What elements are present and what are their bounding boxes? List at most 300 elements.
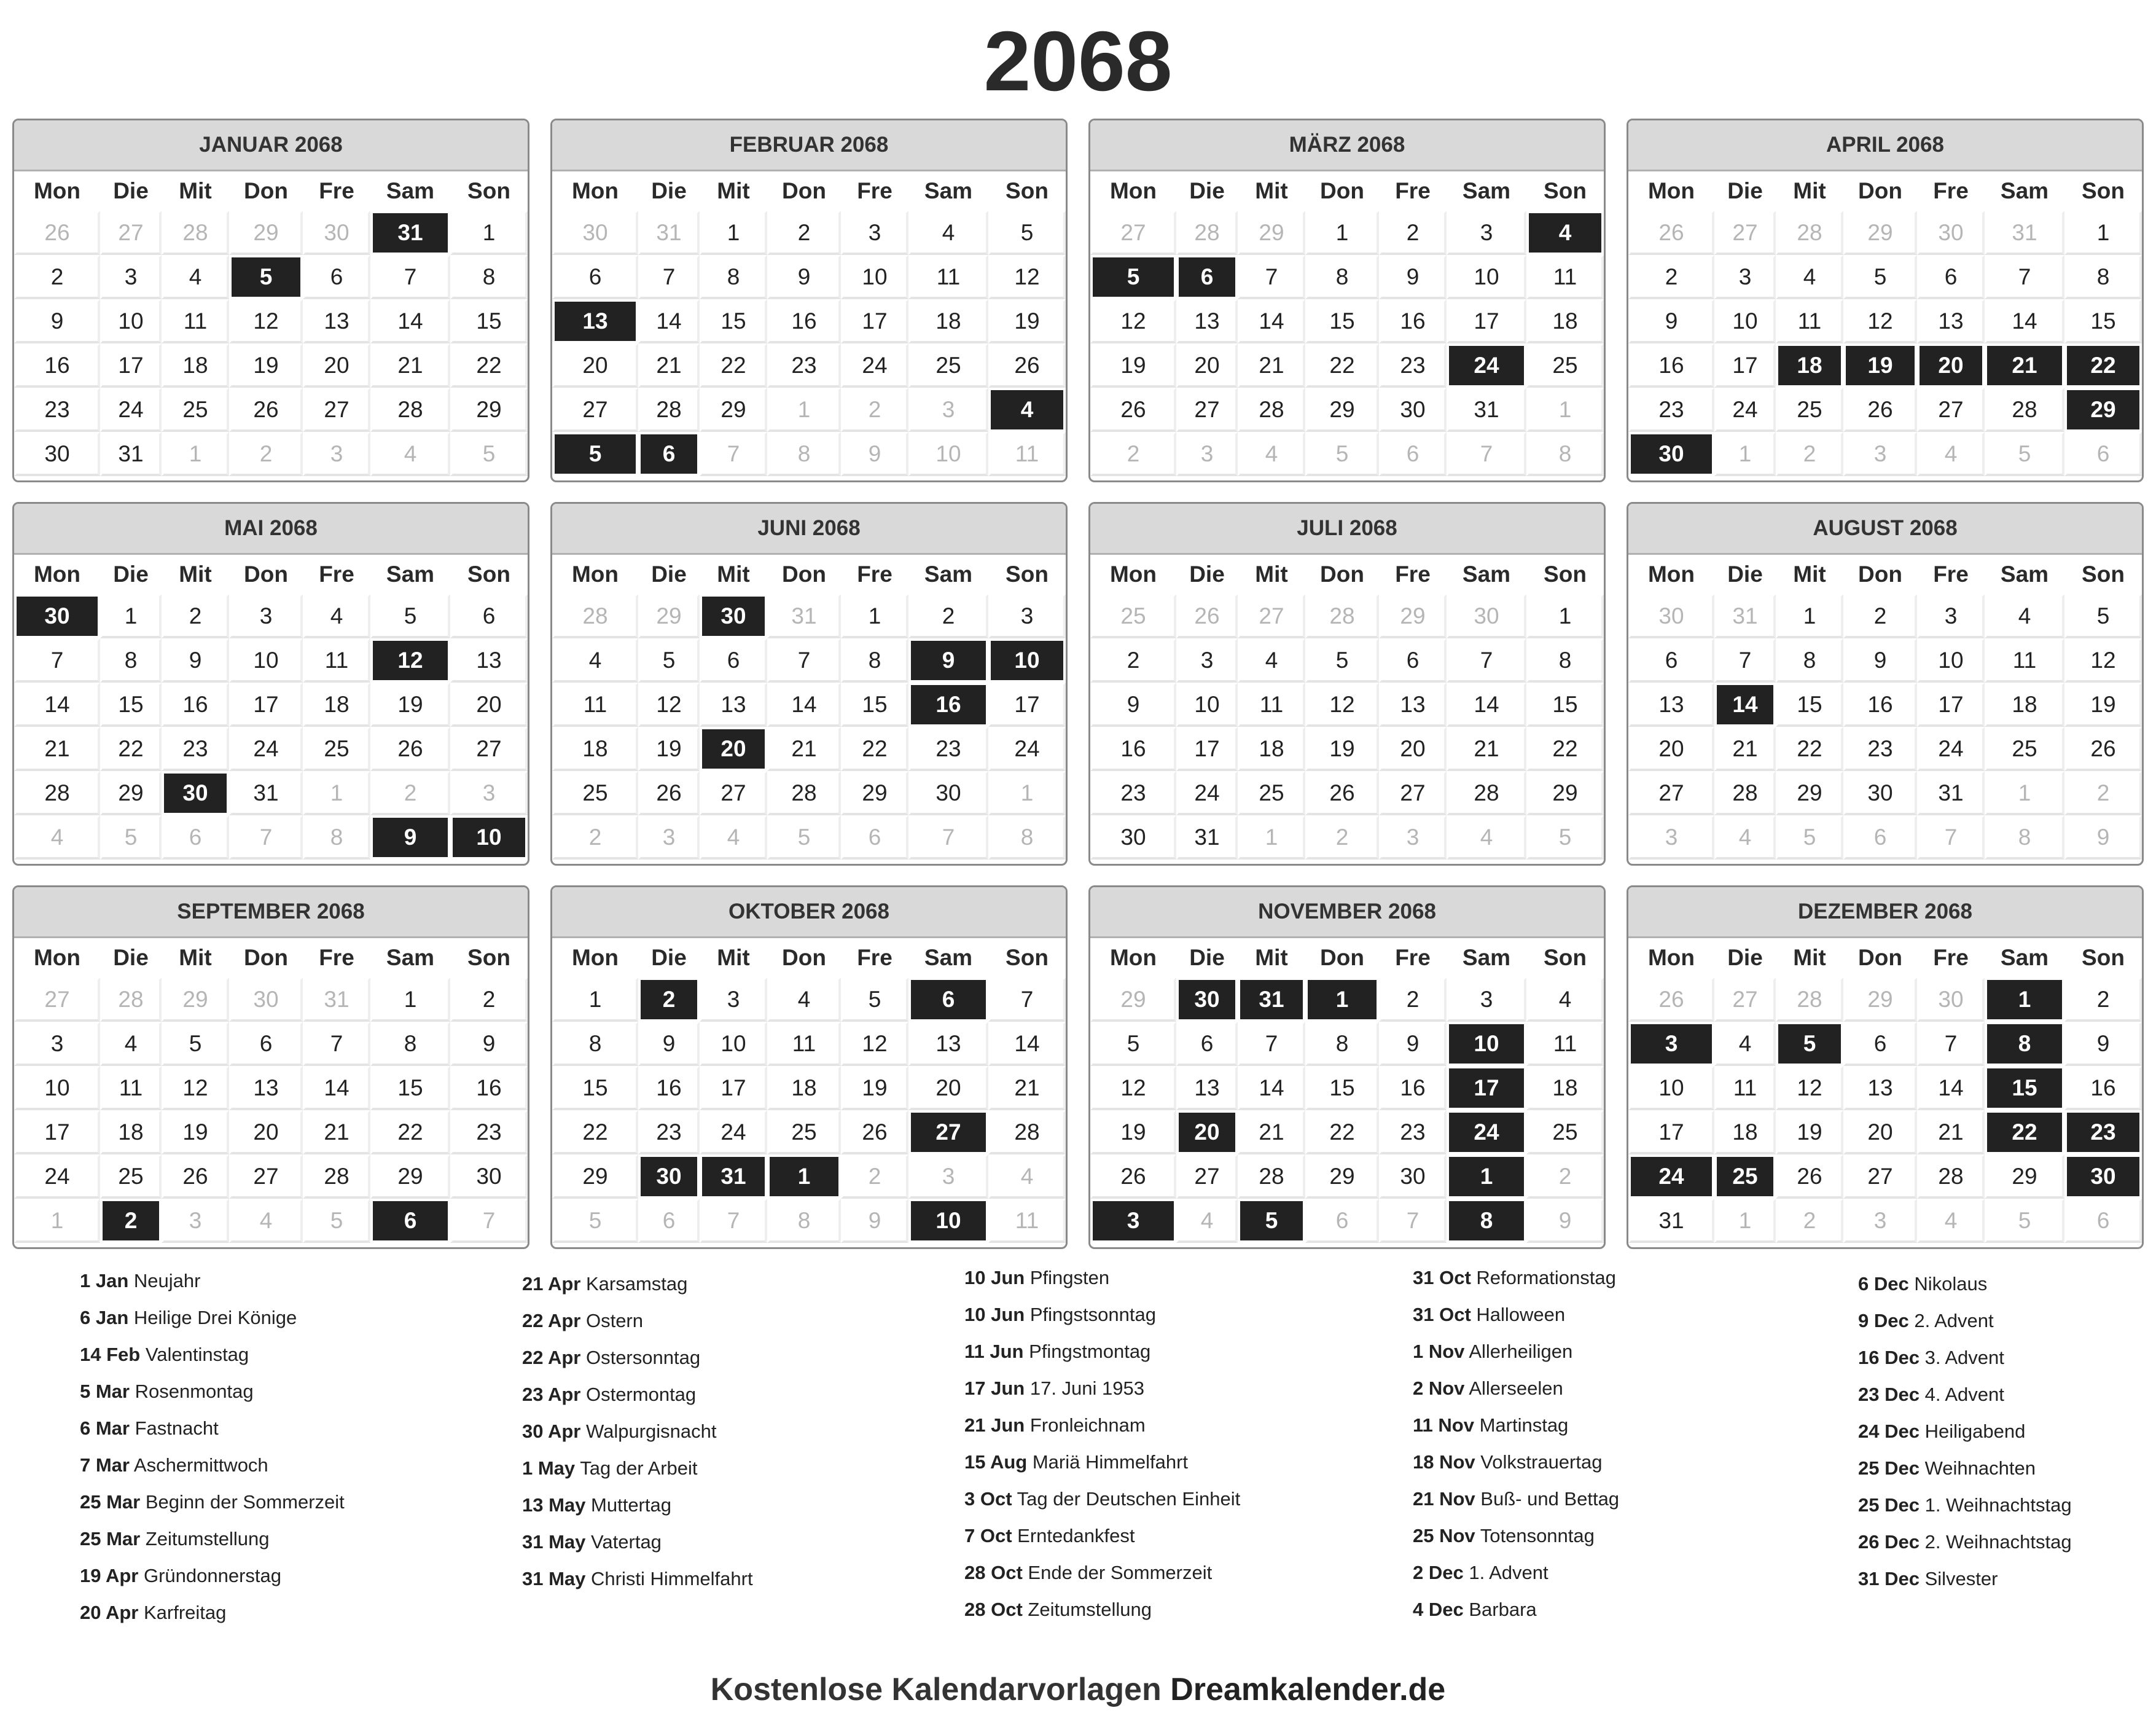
day-cell: 22: [1526, 727, 1604, 771]
month-calendar: [1088, 119, 1606, 482]
day-cell: 3: [1714, 255, 1776, 299]
day-cell: 27: [450, 727, 528, 771]
day-cell: 31: [1447, 388, 1526, 432]
day-cell: 15: [1776, 683, 1843, 727]
day-cell: 18: [1238, 727, 1305, 771]
day-cell: 22: [1776, 727, 1843, 771]
day-cell: 30: [1628, 594, 1714, 638]
weekday-header: [552, 555, 1066, 594]
holiday-name: Tag der Deutschen Einheit: [1017, 1488, 1241, 1510]
weekday-header: [552, 171, 1066, 211]
day-cell: 31: [303, 977, 370, 1022]
holiday-column: [1413, 1260, 1855, 1628]
day-cell: 15: [841, 683, 908, 727]
day-cell: 16: [638, 1066, 700, 1110]
day-cell: 2: [14, 255, 100, 299]
day-cell: 2: [162, 594, 229, 638]
day-cell: 22: [370, 1110, 450, 1154]
weekday-label: Sam: [2000, 945, 2049, 970]
holiday-name: Buß- und Bettag: [1480, 1488, 1620, 1510]
day-cell-holiday: 20: [700, 727, 767, 771]
day-cell: 4: [1917, 1199, 1985, 1243]
day-cell: 15: [1305, 299, 1379, 343]
day-cell: 5: [1776, 815, 1843, 860]
day-cell-holiday: 10: [908, 1199, 988, 1243]
day-cell: 26: [1305, 771, 1379, 815]
day-cell: 29: [1379, 594, 1447, 638]
day-cell: 23: [1843, 727, 1917, 771]
day-cell: 1: [1714, 1199, 1776, 1243]
holiday-name: Neujahr: [133, 1270, 201, 1291]
day-cell: 7: [1379, 1199, 1447, 1243]
day-cell: 4: [1526, 977, 1604, 1022]
day-cell: 5: [1985, 1199, 2064, 1243]
day-cell: 2: [1305, 815, 1379, 860]
day-cell: 28: [1305, 594, 1379, 638]
week-row: [1628, 683, 2142, 727]
day-cell: 13: [229, 1066, 303, 1110]
weekday-header: [14, 938, 528, 977]
day-cell: 28: [303, 1154, 370, 1199]
week-row: [14, 1110, 528, 1154]
week-row: [1090, 638, 1604, 683]
day-cell-holiday: 5: [552, 432, 638, 476]
day-cell: 25: [1985, 727, 2064, 771]
day-cell: 10: [700, 1022, 767, 1066]
holiday-name: Martinstag: [1479, 1414, 1569, 1436]
day-cell: 11: [1776, 299, 1843, 343]
day-cell-holiday: 4: [1526, 211, 1604, 255]
holiday-date: 6 Mar: [80, 1417, 130, 1439]
holiday-name: Valentinstag: [145, 1344, 249, 1365]
holiday-item: [1413, 1333, 1855, 1370]
day-cell: 26: [841, 1110, 908, 1154]
day-cell: 18: [908, 299, 988, 343]
day-cell: 6: [1305, 1199, 1379, 1243]
holiday-item: [964, 1444, 1407, 1481]
holiday-date: 25 Nov: [1413, 1525, 1475, 1546]
weekday-label: Mit: [1255, 178, 1288, 203]
day-cell: 6: [1628, 638, 1714, 683]
week-row: [1628, 299, 2142, 343]
day-cell: 14: [1238, 1066, 1305, 1110]
weekday-label: Mon: [33, 562, 81, 587]
month-calendar: [550, 502, 1068, 866]
weekday-label: Mit: [1793, 945, 1826, 970]
day-cell: 19: [1305, 727, 1379, 771]
day-cell: 13: [1176, 299, 1238, 343]
holiday-name: Gründonnerstag: [143, 1565, 282, 1586]
day-cell: 1: [1714, 432, 1776, 476]
day-cell: 18: [1526, 1066, 1604, 1110]
day-cell: 11: [1526, 255, 1604, 299]
day-cell: 8: [450, 255, 528, 299]
holiday-name: Karfreitag: [143, 1602, 227, 1623]
day-cell: 2: [1090, 432, 1176, 476]
day-cell: 26: [988, 343, 1066, 388]
weekday-label: Die: [1727, 178, 1763, 203]
day-cell-holiday: 1: [1447, 1154, 1526, 1199]
holiday-item: [1413, 1370, 1855, 1407]
weekday-label: Mon: [1109, 178, 1157, 203]
weekday-label: Fre: [857, 945, 892, 970]
holiday-name: Ostern: [585, 1310, 643, 1331]
day-cell: 4: [988, 1154, 1066, 1199]
holiday-item: [80, 1373, 522, 1410]
day-cell: 5: [638, 638, 700, 683]
holiday-date: 23 Apr: [522, 1384, 581, 1405]
week-row: [14, 255, 528, 299]
weekday-label: Mit: [717, 945, 750, 970]
day-cell-holiday: 10: [1447, 1022, 1526, 1066]
day-cell: 18: [552, 727, 638, 771]
day-cell: 27: [1843, 1154, 1917, 1199]
week-row: [1090, 1199, 1604, 1243]
week-row: [14, 1066, 528, 1110]
day-cell: 10: [1628, 1066, 1714, 1110]
day-cell: 9: [1526, 1199, 1604, 1243]
day-cell: 23: [1628, 388, 1714, 432]
holiday-column: [1858, 1266, 2156, 1597]
day-cell: 4: [700, 815, 767, 860]
day-cell: 26: [162, 1154, 229, 1199]
holiday-name: Aschermittwoch: [133, 1454, 268, 1476]
holiday-item: [80, 1521, 522, 1557]
day-cell: 18: [100, 1110, 162, 1154]
weekday-header: [1090, 938, 1604, 977]
day-cell: 16: [1090, 727, 1176, 771]
holiday-date: 16 Dec: [1858, 1347, 1920, 1368]
day-cell: 6: [552, 255, 638, 299]
day-cell: 5: [1985, 432, 2064, 476]
weekday-label: Mit: [1255, 945, 1288, 970]
holiday-date: 24 Dec: [1858, 1420, 1920, 1442]
weekday-label: Die: [113, 562, 149, 587]
holiday-name: Vatertag: [591, 1531, 662, 1553]
day-cell: 26: [1628, 977, 1714, 1022]
month-title: FEBRUAR 2068: [552, 120, 1066, 171]
day-cell: 30: [303, 211, 370, 255]
weekday-header: [1090, 555, 1604, 594]
week-row: [552, 727, 1066, 771]
day-cell: 11: [1714, 1066, 1776, 1110]
day-cell: 12: [1843, 299, 1917, 343]
day-cell: 12: [1776, 1066, 1843, 1110]
day-cell: 14: [1917, 1066, 1985, 1110]
day-cell: 3: [638, 815, 700, 860]
month-title: OKTOBER 2068: [552, 887, 1066, 938]
weekday-label: Mon: [571, 178, 619, 203]
month-title: NOVEMBER 2068: [1090, 887, 1604, 938]
holiday-date: 22 Apr: [522, 1310, 581, 1331]
week-row: [1090, 1066, 1604, 1110]
month-calendar: [12, 502, 529, 866]
day-cell: 19: [1090, 1110, 1176, 1154]
weekday-label: Fre: [857, 562, 892, 587]
day-cell: 6: [2064, 1199, 2142, 1243]
day-cell: 10: [1917, 638, 1985, 683]
day-cell: 14: [638, 299, 700, 343]
day-cell: 3: [988, 594, 1066, 638]
day-cell: 14: [767, 683, 841, 727]
week-row: [552, 1110, 1066, 1154]
weekday-label: Fre: [1933, 178, 1969, 203]
day-cell-holiday: 3: [1628, 1022, 1714, 1066]
day-cell: 3: [229, 594, 303, 638]
day-cell: 10: [908, 432, 988, 476]
holiday-name: Fastnacht: [135, 1417, 219, 1439]
year-title: 2068: [983, 14, 1173, 109]
day-cell: 31: [638, 211, 700, 255]
month-calendar: [1088, 502, 1606, 866]
holiday-item: [1858, 1487, 2156, 1524]
day-cell-holiday: 31: [370, 211, 450, 255]
holiday-name: Weihnachten: [1924, 1457, 2036, 1479]
week-row: [1090, 727, 1604, 771]
day-cell: 12: [1090, 1066, 1176, 1110]
day-cell: 9: [2064, 1022, 2142, 1066]
week-row: [14, 343, 528, 388]
day-cell: 4: [1714, 815, 1776, 860]
day-cell-holiday: 22: [2064, 343, 2142, 388]
weekday-label: Mon: [1109, 562, 1157, 587]
week-row: [1090, 211, 1604, 255]
weekday-label: Don: [782, 178, 826, 203]
day-cell: 9: [1379, 255, 1447, 299]
week-row: [552, 977, 1066, 1022]
day-cell: 29: [162, 977, 229, 1022]
day-cell-holiday: 17: [1447, 1066, 1526, 1110]
weekday-label: Son: [1006, 178, 1049, 203]
day-cell: 9: [841, 1199, 908, 1243]
day-cell: 14: [1238, 299, 1305, 343]
day-cell: 3: [841, 211, 908, 255]
holiday-name: Ostermontag: [585, 1384, 697, 1405]
month-calendar: [12, 119, 529, 482]
day-cell: 6: [303, 255, 370, 299]
day-cell-holiday: 6: [638, 432, 700, 476]
weekday-label: Sam: [924, 178, 973, 203]
weekday-label: Mon: [1647, 562, 1695, 587]
day-cell: 21: [1714, 727, 1776, 771]
day-cell: 3: [1379, 815, 1447, 860]
week-row: [1628, 1199, 2142, 1243]
day-cell: 29: [100, 771, 162, 815]
weekday-label: Die: [1189, 178, 1225, 203]
weekday-label: Son: [467, 178, 510, 203]
day-cell: 20: [450, 683, 528, 727]
holiday-item: [1413, 1554, 1855, 1591]
week-row: [552, 771, 1066, 815]
day-cell: 2: [450, 977, 528, 1022]
day-cell: 11: [908, 255, 988, 299]
day-cell: 27: [1176, 388, 1238, 432]
week-row: [14, 727, 528, 771]
day-cell: 28: [1776, 211, 1843, 255]
holiday-item: [80, 1263, 522, 1299]
day-cell: 4: [1714, 1022, 1776, 1066]
holiday-name: Volkstrauertag: [1480, 1451, 1603, 1473]
day-cell: 1: [14, 1199, 100, 1243]
weekday-label: Die: [1189, 945, 1225, 970]
weekday-label: Sam: [2000, 178, 2049, 203]
day-cell: 7: [1985, 255, 2064, 299]
day-cell: 18: [1714, 1110, 1776, 1154]
day-cell: 1: [162, 432, 229, 476]
day-cell: 7: [700, 432, 767, 476]
weekday-label: Son: [467, 562, 510, 587]
day-cell: 9: [1843, 638, 1917, 683]
day-cell: 17: [1447, 299, 1526, 343]
day-cell: 9: [450, 1022, 528, 1066]
day-cell: 29: [1985, 1154, 2064, 1199]
day-cell: 13: [303, 299, 370, 343]
week-row: [1628, 977, 2142, 1022]
day-cell: 8: [1526, 432, 1604, 476]
weekday-label: Mon: [33, 945, 81, 970]
day-cell: 27: [1714, 977, 1776, 1022]
day-cell: 24: [841, 343, 908, 388]
day-cell: 9: [162, 638, 229, 683]
day-cell: 19: [162, 1110, 229, 1154]
day-cell: 30: [908, 771, 988, 815]
holiday-date: 30 Apr: [522, 1420, 581, 1442]
day-cell: 28: [988, 1110, 1066, 1154]
day-cell: 5: [1305, 638, 1379, 683]
holiday-date: 15 Aug: [964, 1451, 1028, 1473]
day-cell: 8: [1526, 638, 1604, 683]
day-cell: 2: [1776, 1199, 1843, 1243]
holiday-date: 18 Nov: [1413, 1451, 1475, 1473]
day-cell: 15: [1305, 1066, 1379, 1110]
day-cell: 22: [450, 343, 528, 388]
day-cell-holiday: 5: [229, 255, 303, 299]
day-cell: 3: [303, 432, 370, 476]
week-row: [1628, 1110, 2142, 1154]
week-row: [1628, 255, 2142, 299]
day-cell: 1: [988, 771, 1066, 815]
weekday-header: [1628, 938, 2142, 977]
day-cell: 30: [229, 977, 303, 1022]
day-cell: 9: [1090, 683, 1176, 727]
day-cell-holiday: 19: [1843, 343, 1917, 388]
day-cell: 11: [1526, 1022, 1604, 1066]
day-cell: 23: [638, 1110, 700, 1154]
day-cell: 30: [1917, 211, 1985, 255]
day-cell: 1: [841, 594, 908, 638]
day-cell: 28: [100, 977, 162, 1022]
day-cell: 17: [1176, 727, 1238, 771]
day-cell: 13: [1843, 1066, 1917, 1110]
day-cell: 21: [370, 343, 450, 388]
day-cell: 6: [1917, 255, 1985, 299]
day-cell: 4: [552, 638, 638, 683]
day-cell: 7: [370, 255, 450, 299]
week-row: [1090, 815, 1604, 860]
holiday-list: [0, 1263, 2156, 1631]
day-cell: 7: [988, 977, 1066, 1022]
day-cell: 20: [229, 1110, 303, 1154]
holiday-item: [1413, 1444, 1855, 1481]
holiday-name: Walpurgisnacht: [585, 1420, 717, 1442]
weekday-label: Fre: [319, 945, 354, 970]
day-cell: 9: [638, 1022, 700, 1066]
day-cell: 23: [908, 727, 988, 771]
day-cell: 5: [1843, 255, 1917, 299]
day-cell: 20: [552, 343, 638, 388]
day-cell: 18: [1526, 299, 1604, 343]
day-cell: 26: [1090, 1154, 1176, 1199]
month-calendar: [1627, 502, 2144, 866]
day-cell: 21: [303, 1110, 370, 1154]
day-cell: 22: [100, 727, 162, 771]
week-row: [1090, 1110, 1604, 1154]
week-row: [1628, 1154, 2142, 1199]
day-cell: 16: [1379, 1066, 1447, 1110]
holiday-date: 31 Oct: [1413, 1304, 1471, 1325]
weekday-label: Die: [651, 178, 687, 203]
day-cell: 21: [767, 727, 841, 771]
week-row: [14, 683, 528, 727]
day-cell: 31: [1917, 771, 1985, 815]
holiday-name: Allerheiligen: [1469, 1341, 1573, 1362]
day-cell: 23: [14, 388, 100, 432]
day-cell: 3: [450, 771, 528, 815]
week-row: [552, 388, 1066, 432]
weekday-label: Die: [113, 945, 149, 970]
day-cell: 1: [1305, 211, 1379, 255]
day-cell: 15: [2064, 299, 2142, 343]
holiday-item: [522, 1266, 964, 1303]
holiday-date: 2 Dec: [1413, 1562, 1464, 1583]
day-cell: 8: [2064, 255, 2142, 299]
holiday-name: Ostersonntag: [585, 1347, 701, 1368]
day-cell: 25: [303, 727, 370, 771]
day-cell: 12: [162, 1066, 229, 1110]
day-cell: 16: [767, 299, 841, 343]
weekday-header: [14, 171, 528, 211]
day-cell: 1: [2064, 211, 2142, 255]
day-cell: 27: [14, 977, 100, 1022]
day-cell-holiday: 31: [700, 1154, 767, 1199]
day-cell: 7: [767, 638, 841, 683]
weekday-header: [552, 938, 1066, 977]
holiday-column: [964, 1260, 1407, 1628]
day-cell: 28: [1714, 771, 1776, 815]
day-cell: 12: [841, 1022, 908, 1066]
weekday-label: Don: [1320, 945, 1364, 970]
day-cell: 3: [1447, 977, 1526, 1022]
holiday-item: [1858, 1524, 2156, 1561]
weekday-label: Don: [1320, 178, 1364, 203]
day-cell: 28: [1776, 977, 1843, 1022]
day-cell: 27: [303, 388, 370, 432]
day-cell: 19: [2064, 683, 2142, 727]
day-cell: 11: [767, 1022, 841, 1066]
day-cell: 11: [1238, 683, 1305, 727]
day-cell: 5: [370, 594, 450, 638]
day-cell: 2: [841, 388, 908, 432]
day-cell: 1: [450, 211, 528, 255]
day-cell: 7: [14, 638, 100, 683]
day-cell: 15: [700, 299, 767, 343]
weekday-label: Son: [1006, 945, 1049, 970]
holiday-name: Fronleichnam: [1029, 1414, 1146, 1436]
holiday-name: Heilige Drei Könige: [133, 1307, 297, 1328]
week-row: [552, 1199, 1066, 1243]
month-calendar: [550, 119, 1068, 482]
week-row: [14, 388, 528, 432]
